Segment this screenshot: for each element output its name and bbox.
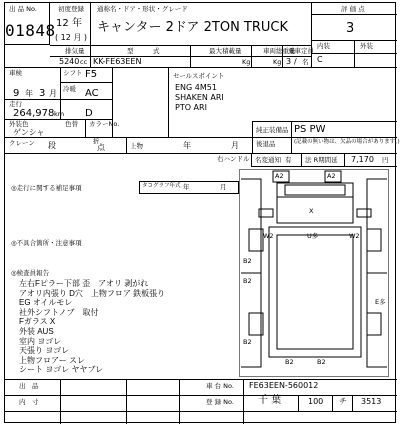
displacement-label: 排気量 <box>65 47 85 55</box>
inspector-note: Fガラス X <box>19 317 56 327</box>
inside-label: 内 寸 <box>19 398 39 406</box>
inspector-label: ◎検査員報告 <box>11 269 50 277</box>
sales-point-3: PTO ARI <box>175 103 207 112</box>
reg-label: 登 録 No. <box>206 398 234 406</box>
mark: X <box>309 207 314 215</box>
color-no-label: カラーNo. <box>89 120 120 128</box>
lot-number: 01848 <box>5 21 56 40</box>
legal-renewal-unit: 円 <box>382 156 389 164</box>
year-value: 9 <box>13 88 20 99</box>
equipment-label: 純正装備品 <box>256 126 289 134</box>
mileage-unit: km <box>54 110 65 118</box>
extras-note: (記載の無い物は、欠品の場合があります。) <box>294 139 400 145</box>
mark: B2 <box>317 358 326 366</box>
inspector-note: 上物フロアー スレ <box>19 355 85 365</box>
sales-point-2: SHAKEN ARI <box>175 93 224 102</box>
mark: A2 <box>275 172 284 180</box>
mark: B2 <box>243 338 252 346</box>
model-name: キャンター 2ドア 2TON TRUCK <box>97 20 289 35</box>
tacho-month: 月 <box>220 183 227 191</box>
year-unit: 年 <box>25 89 33 98</box>
first-reg-year: 12 <box>56 18 69 29</box>
upper-label: 上物 <box>130 142 143 150</box>
legal-renewal-label: 法 R期間延 <box>305 156 338 164</box>
interior-grade: C <box>317 55 323 64</box>
inspector-note: 外装 AUS <box>19 326 54 336</box>
sales-point-1: ENG 4M51 <box>175 83 217 92</box>
reg-number: 3513 <box>361 397 382 406</box>
capacity-value: 3 <box>286 57 292 66</box>
past-repair-label: ◎走行に関する補足事項 <box>11 184 82 192</box>
inspector-note: シート ヨゴレ ヤヤブレ <box>19 365 104 375</box>
mark: B2 <box>243 277 252 285</box>
capacity-label: 乗車定員 <box>288 47 314 55</box>
eval-label: 評 価 点 <box>341 5 365 13</box>
name-change-label: 名変通知 <box>255 156 281 164</box>
inspection-label: 車検 <box>9 69 22 77</box>
capacity-sep: / <box>294 57 297 66</box>
mark: U多 <box>307 232 319 240</box>
color-change-label: 色替 <box>65 120 78 128</box>
chassis-value: FE63EEN-560012 <box>249 381 319 390</box>
weight-unit: Kg <box>273 58 282 66</box>
model-code-value: KK-FE63EEN <box>93 57 142 66</box>
defects-label: ◎不具合箇所・注意事項 <box>11 239 82 247</box>
lot-label: 出 品 No. <box>9 5 37 13</box>
inspector-notes <box>19 279 165 375</box>
max-load-label: 最大積載量 <box>209 47 242 55</box>
crane-points-prefix: 折 <box>93 137 100 145</box>
reg-region: 千 葉 <box>258 395 282 406</box>
auction-sheet <box>4 2 400 423</box>
aircon-label: 冷暖 <box>63 85 76 93</box>
aircon-value: AC <box>85 88 99 99</box>
legal-renewal-value: 7,170 <box>351 155 374 164</box>
fuel-value: D <box>85 108 93 119</box>
mark: W2 <box>349 232 360 240</box>
reg-kana: チ <box>339 397 347 406</box>
max-load-unit: Kg <box>242 58 251 66</box>
inspector-note: EG オイルモレ <box>19 298 73 308</box>
eval-score: 3 <box>346 21 355 36</box>
upper-year: 年 <box>183 141 191 150</box>
first-reg-month: ( 12 月 ) <box>55 33 88 42</box>
outside-label: 出 品 <box>19 382 39 390</box>
mark: A2 <box>327 172 336 180</box>
capacity-unit: 名 <box>302 58 309 66</box>
inspector-note: 左右Fピラー下部 歪 アオリ 剥がれ <box>19 279 149 288</box>
mark: B2 <box>243 257 252 265</box>
shift-label: シフト <box>63 69 83 77</box>
first-reg-year-unit: 年 <box>72 18 82 29</box>
equipment-value: PS PW <box>294 124 326 135</box>
ext-color-label: 外装色 <box>9 120 29 128</box>
first-reg-label: 初度登録 <box>58 5 84 13</box>
inspector-note: アオリ内張り D穴 上物フロア 鉄板張り <box>19 288 166 298</box>
shift-value: F5 <box>85 69 98 80</box>
displacement-unit: cc <box>80 58 88 66</box>
model-label: 通称名・ドア・形状・グレード <box>97 5 188 13</box>
mark: W2 <box>263 232 274 240</box>
displacement-value: 5240 <box>59 57 80 66</box>
tacho-year: 年 <box>183 183 190 191</box>
ext-color-value: ゲンシャ <box>13 128 45 137</box>
crane-label: クレーン <box>9 139 35 147</box>
chassis-label: 車 台 No. <box>206 382 234 390</box>
crane-points: 点 <box>97 143 105 152</box>
truck-diagram <box>239 169 389 377</box>
exterior-label: 外装 <box>360 42 373 50</box>
mark: B2 <box>285 358 294 366</box>
tacho-label: タコグラフ年式 <box>142 183 181 189</box>
upper-month: 月 <box>231 141 239 150</box>
mileage-value: 264,978 <box>13 108 55 119</box>
interior-label: 内装 <box>317 42 330 50</box>
month-value: 3 <box>39 88 46 99</box>
inspector-note: 室内 ヨゴレ <box>19 336 62 346</box>
crane-step: 段 <box>48 141 56 150</box>
vehicle-weight-label: 車両総重量 <box>263 47 296 55</box>
month-unit: 月 <box>49 89 57 98</box>
sales-point-label: セールスポイント <box>173 72 225 80</box>
model-code-label: 型 式 <box>127 47 160 55</box>
name-change-value: 有 <box>285 156 292 164</box>
inspector-note: 社外シフトノブ 取付 <box>19 307 99 317</box>
mark: E多 <box>375 298 386 306</box>
mileage-label: 走行 <box>9 100 22 108</box>
inspector-note: 天張り ヨゴレ <box>19 346 70 356</box>
reg-class: 100 <box>308 397 324 406</box>
steering: 右ハンドル <box>217 155 250 163</box>
extras-label: 後退品 <box>256 140 276 148</box>
